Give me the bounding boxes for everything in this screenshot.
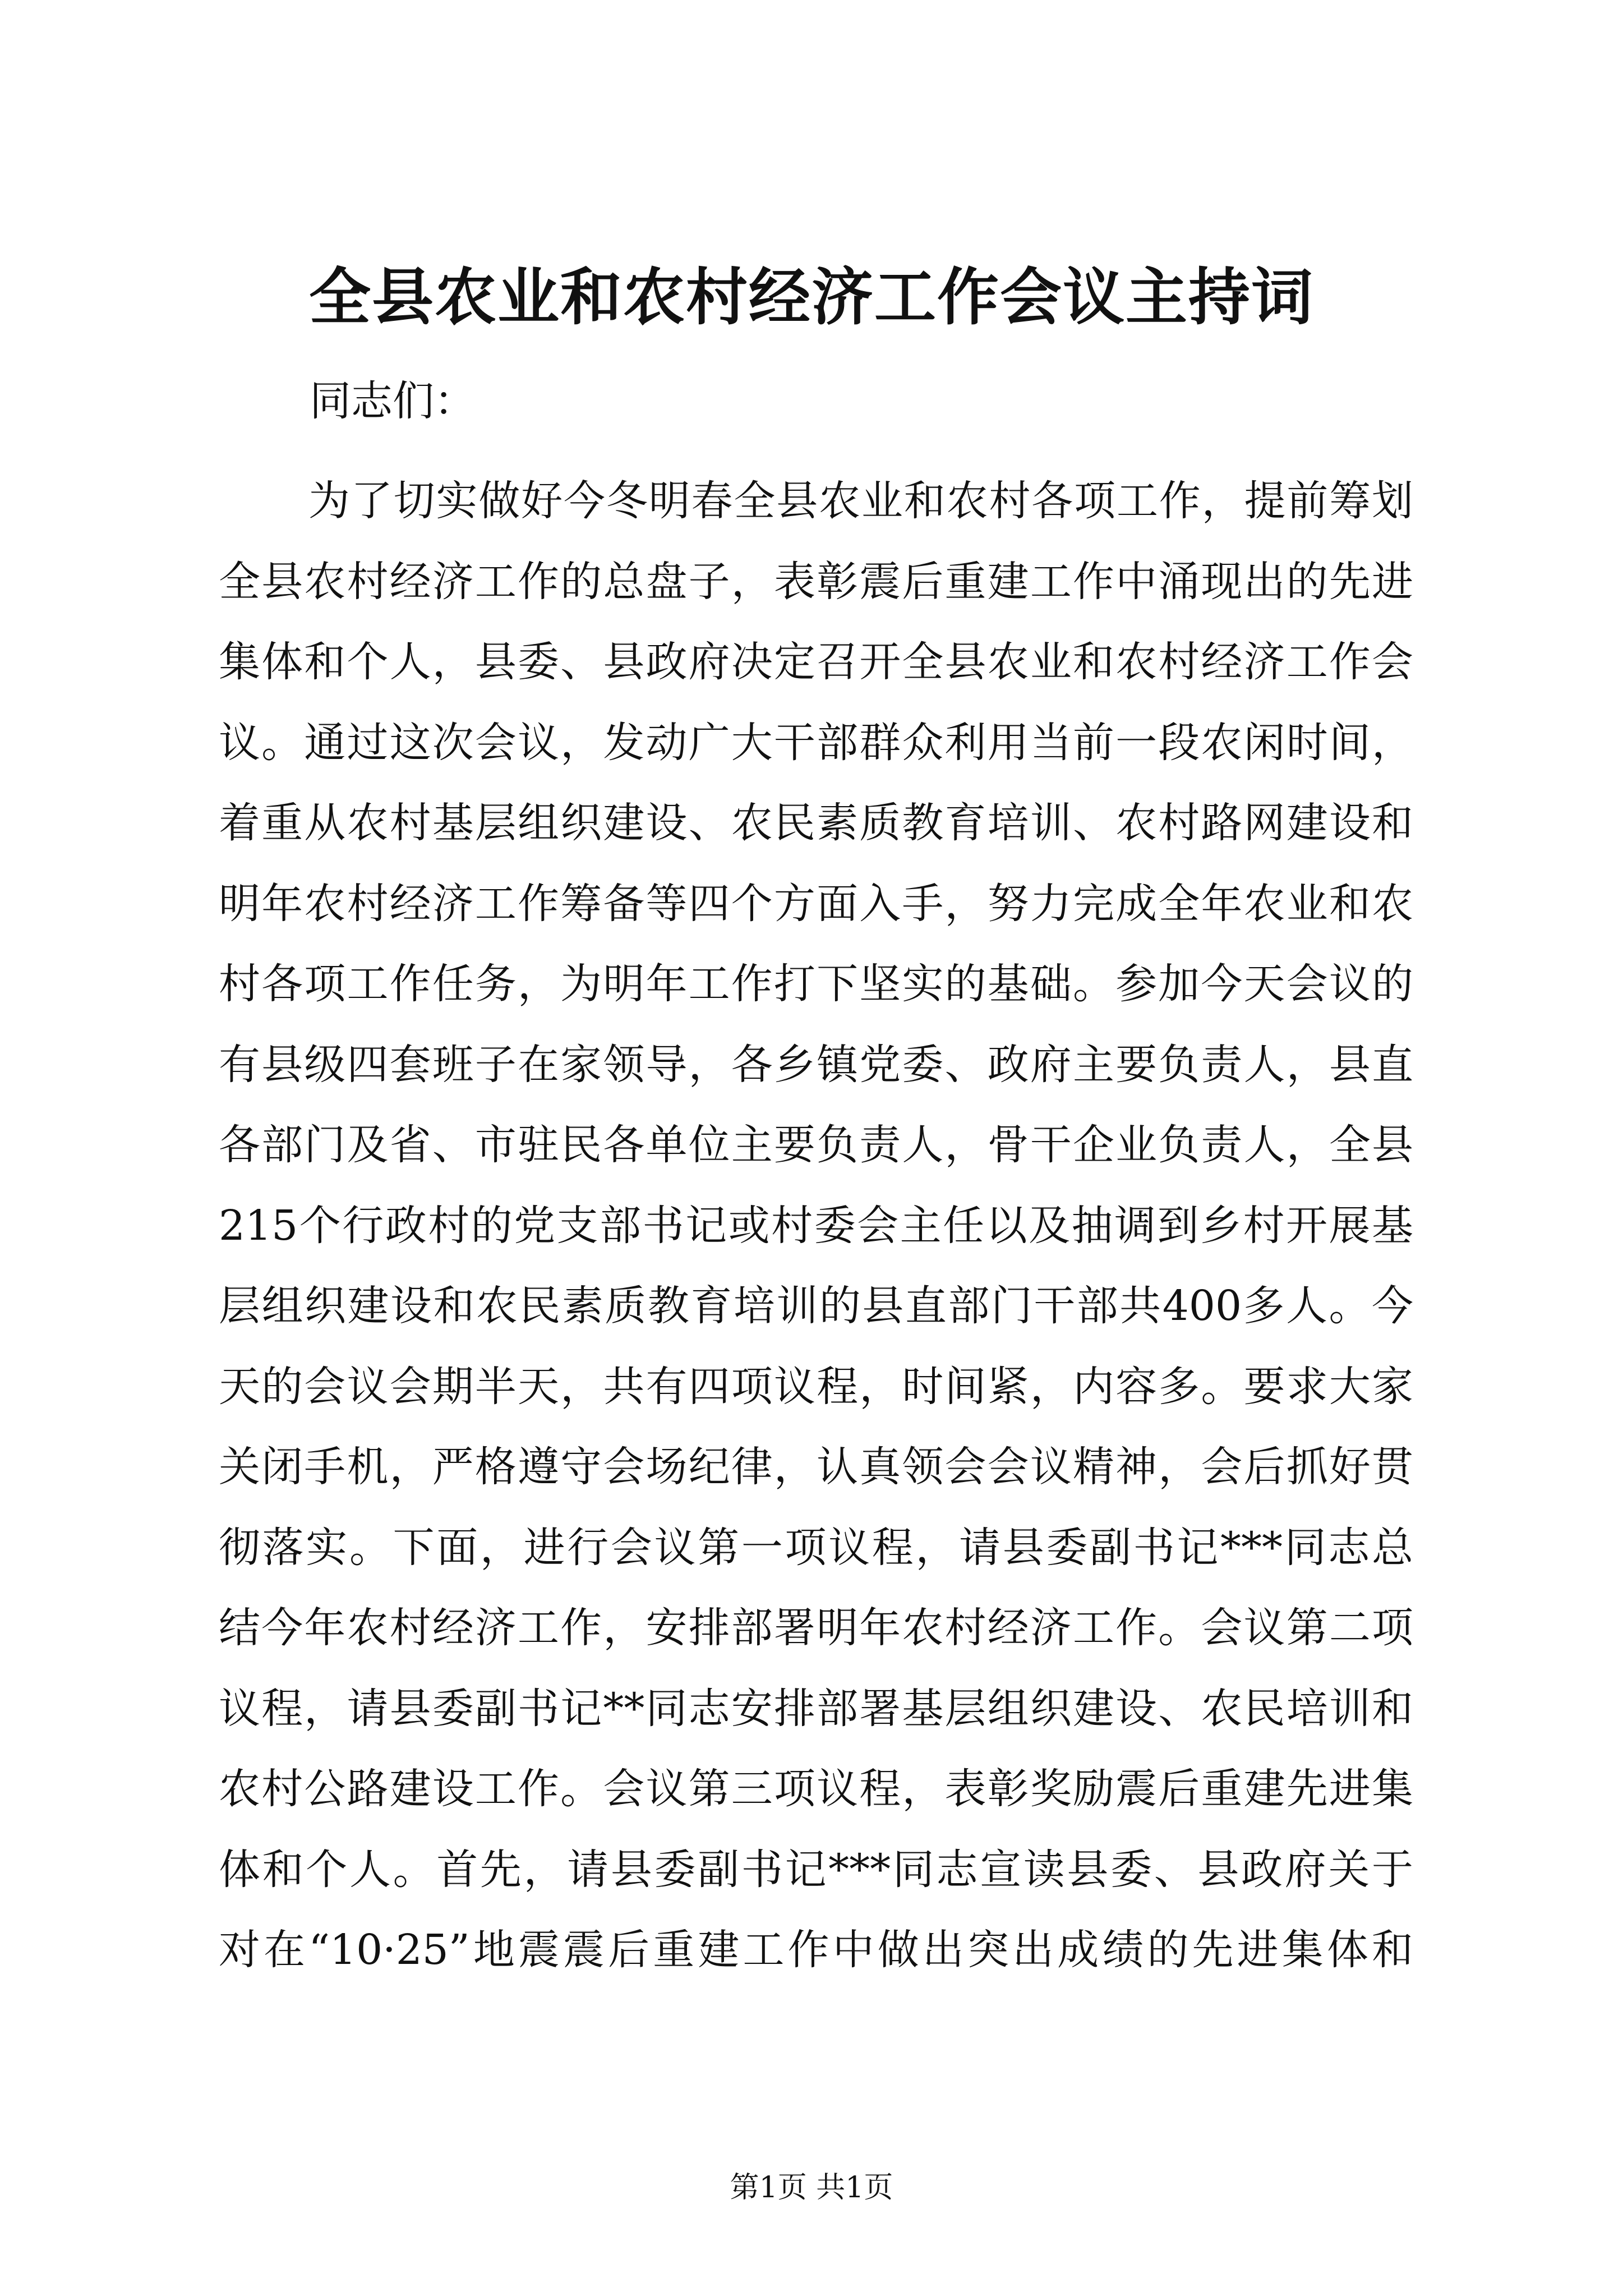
- paragraph-line: 有县级四套班子在家领导，各乡镇党委、政府主要负责人，县直: [219, 1040, 1413, 1089]
- paragraph-line: 关闭手机，严格遵守会场纪律，认真领会会议精神，会后抓好贯: [219, 1443, 1413, 1491]
- paragraph-line: 各部门及省、市驻民各单位主要负责人，骨干企业负责人，全县: [219, 1121, 1413, 1169]
- paragraph-line: 为了切实做好今冬明春全县农业和农村各项工作，提前筹划: [308, 477, 1413, 525]
- document-title: 全县农业和农村经济工作会议主持词: [309, 261, 1314, 333]
- paragraph-line: 农村公路建设工作。会议第三项议程，表彰奖励震后重建先进集: [219, 1765, 1413, 1813]
- paragraph-line: 着重从农村基层组织建设、农民素质教育培训、农村路网建设和: [219, 799, 1413, 847]
- paragraph-line: 全县农村经济工作的总盘子，表彰震后重建工作中涌现出的先进: [219, 557, 1413, 606]
- paragraph-line: 议。通过这次会议，发动广大干部群众利用当前一段农闲时间，: [219, 718, 1413, 767]
- paragraph-line: 彻落实。下面，进行会议第一项议程，请县委副书记***同志总: [219, 1523, 1413, 1572]
- paragraph-line: 层组织建设和农民素质教育培训的县直部门干部共400多人。今: [219, 1282, 1413, 1330]
- salutation: 同志们：: [310, 377, 476, 425]
- paragraph-line: 村各项工作任务，为明年工作打下坚实的基础。参加今天会议的: [219, 960, 1413, 1008]
- paragraph-line: 集体和个人，县委、县政府决定召开全县农业和农村经济工作会: [219, 638, 1413, 686]
- paragraph-line: 明年农村经济工作筹备等四个方面入手，努力完成全年农业和农: [219, 879, 1413, 928]
- paragraph-line: 天的会议会期半天，共有四项议程，时间紧，内容多。要求大家: [219, 1362, 1413, 1411]
- body-text: [219, 461, 1413, 1991]
- paragraph-line: 议程，请县委副书记**同志安排部署基层组织建设、农民培训和: [219, 1684, 1413, 1733]
- paragraph-line: 215个行政村的党支部书记或村委会主任以及抽调到乡村开展基: [219, 1201, 1413, 1250]
- paragraph-line: 对在“10·25”地震震后重建工作中做出突出成绩的先进集体和: [219, 1926, 1413, 1974]
- paragraph-line: 体和个人。首先，请县委副书记***同志宣读县委、县政府关于: [219, 1845, 1413, 1894]
- paragraph-line: 结今年农村经济工作，安排部署明年农村经济工作。会议第二项: [219, 1604, 1413, 1652]
- page-footer: 第1页 共1页: [730, 2171, 893, 2205]
